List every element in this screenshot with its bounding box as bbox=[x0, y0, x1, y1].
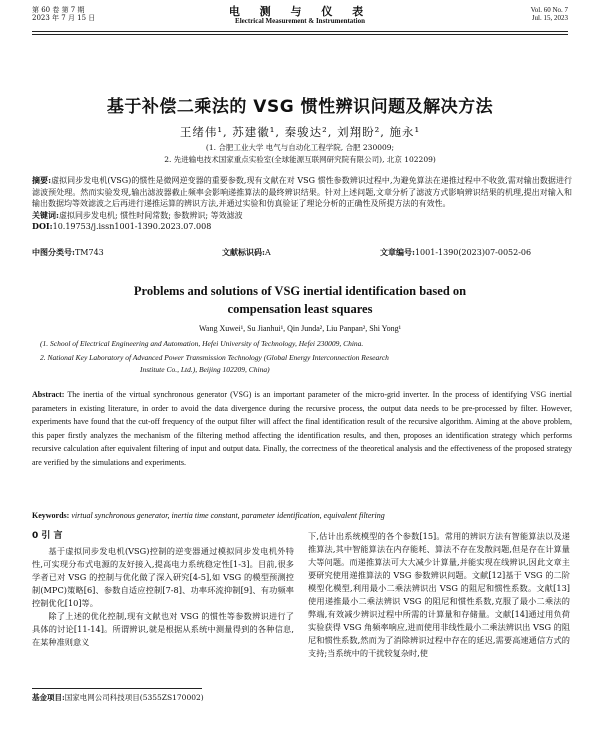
clc-field bbox=[32, 247, 104, 258]
doi-value[interactable]: 10.19753/j.issn1001-1390.2023.07.008 bbox=[52, 222, 212, 231]
doc-code-field bbox=[222, 247, 271, 258]
paper-title-cn: 基于补偿二乘法的 VSG 惯性辨识问题及解决方法 bbox=[106, 97, 494, 117]
keywords-en-text: virtual synchronous generator, inertia time constant, parameter identification, equivalent filtering bbox=[71, 511, 385, 520]
affiliation-en-1: (1. School of Electrical Engineering and Automation, Hefei University of Technology, Hefei 230009, China. bbox=[40, 339, 364, 348]
affiliation-en-2: 2. National Key Laboratory of Advanced Power Transmission Technology (Global Energy Interconnection Research bbox=[40, 353, 389, 362]
keywords-en-label: Keywords: bbox=[32, 511, 70, 520]
article-no-field bbox=[380, 247, 531, 258]
doi-line bbox=[32, 221, 572, 233]
authors-en: Wang Xuwei¹, Su Jianhui¹, Qin Junda², Liu Panpan², Shi Yong¹ bbox=[198, 324, 401, 333]
body-paragraph-3: 下,估计出系统模型的各个参数[15]。常用的辨识方法有智能算法以及递推算法,其中智能算法在内存能耗、算法不存在发散问题,但是存在计算量大等问题。而递推算法可大大减少计算量,并能实现在线辨识,因此文章主要研究使用递推算法的 VSG 参数辨识问题。文献[12]基于 VSG 的二阶模型化模型,利用最小二乘法辨识出 VSG 的阻尼和惯性系数。文献[13]使用递推最小二乘法辨识 VSG 的阻尼和惯性系数,克服了最小二乘法的弊端,有效减少辨识过程中所需的计算量和存储量。文献[14]通过用负荷实验获得 VSG 角频率响应,进而使用非线性最小二乘法辨识出 VSG 的阻尼和惯性系数,然而为了消除辨识过程中存在的延迟,需要高速通信方式的支持;当系统中的干扰较复杂时,使 bbox=[308, 531, 571, 658]
doi-label: DOI: bbox=[32, 221, 53, 231]
funding-footnote bbox=[32, 692, 294, 703]
affiliation-en-3: Institute Co., Ltd.), Beijing 102209, China) bbox=[140, 365, 270, 374]
affiliation-cn-1: (1. 合肥工业大学 电气与自动化工程学院, 合肥 230009; bbox=[205, 143, 395, 152]
volume-issue: 第 60 卷 第 7 期 bbox=[32, 6, 85, 14]
keywords-cn-text: 虚拟同步发电机; 惯性时间常数; 参数辨识; 等效滤波 bbox=[58, 210, 243, 220]
journal-name-en: Electrical Measurement & Instrumentation bbox=[235, 17, 365, 25]
abstract-en-label: Abstract: bbox=[32, 390, 65, 399]
doc-code-value: A bbox=[264, 248, 271, 257]
body-column-left bbox=[32, 530, 294, 649]
paper-title-en bbox=[0, 282, 600, 318]
body-paragraph-1: 基于虚拟同步发电机(VSG)控制的逆变器通过模拟同步发电机外特性,可实现分布式电源的友好接入,提高电力系统稳定性[1-3]。目前,很多学者已对 VSG 的控制与优化做了深入研究[4-5],如 VSG 的模型预测控制(MPC)策略[6]、参数自适应控制[7-8]、功率环流抑制[9]、有功频率控制优化[10]等。 bbox=[32, 546, 294, 608]
header-rule-thin bbox=[32, 34, 568, 35]
article-no-label: 文章编号: bbox=[380, 247, 415, 257]
section-heading-introduction: 0 引 言 bbox=[32, 531, 63, 541]
doc-code-label: 文献标识码: bbox=[222, 247, 265, 257]
keywords-en bbox=[32, 511, 572, 520]
abstract-cn-text: 虚拟同步发电机(VSG)的惯性是微网逆变器的重要参数,现有文献在对 VSG 惯性参数辨识过程中,为避免算法在递推过程中不收敛,需对输出数据进行滤波预处理。然而实验发现,输出滤波器截止频率会影响递推算法的最终辨识结果。针对上述问题,文章分析了滤波方式影响辨识结果的机理,提出对输入和输出数据均等效滤波之后再进行递推运算的辨识方法,并通过实验和仿真验证了理论分析的正确性及所提方法的有效性。 bbox=[32, 176, 573, 208]
abstract-en bbox=[32, 388, 572, 469]
authors-cn: 王绪伟¹, 苏建徽¹, 秦骏达², 刘翔盼², 施永¹ bbox=[179, 125, 421, 139]
keywords-cn bbox=[32, 210, 572, 222]
classification-row bbox=[32, 247, 572, 259]
body-paragraph-2: 除了上述的优化控制,现有文献也对 VSG 的惯性等参数辨识进行了具体的讨论[11-14]。所谓辨识,就是根据从系统中测量得到的各种信息,在某种准则意义 bbox=[32, 611, 294, 647]
body-column-right bbox=[308, 530, 570, 660]
issue-date-en: Jul. 15, 2023 bbox=[531, 14, 568, 22]
article-no-value: 1001-1390(2023)07-0052-06 bbox=[414, 248, 532, 257]
fund-label: 基金项目: bbox=[32, 693, 65, 702]
volume-issue-en: Vol. 60 No. 7 bbox=[530, 6, 568, 14]
running-header bbox=[32, 6, 568, 30]
footnote-rule bbox=[32, 688, 202, 689]
abstract-cn-label: 摘要: bbox=[32, 175, 52, 185]
issue-info-en bbox=[531, 6, 568, 22]
title-en-line-2: compensation least squares bbox=[227, 302, 373, 316]
abstract-cn-block bbox=[32, 175, 572, 233]
clc-label: 中图分类号: bbox=[32, 247, 75, 257]
title-en-line-1: Problems and solutions of VSG inertial identification based on bbox=[133, 284, 467, 298]
fund-text: 国家电网公司科技项目(5355ZS170002) bbox=[64, 693, 204, 702]
journal-name-cn: 电 测 与 仪 表 bbox=[228, 5, 372, 18]
clc-value: TM743 bbox=[74, 248, 104, 257]
issue-date: 2023 年 7 月 15 日 bbox=[32, 14, 96, 22]
abstract-cn bbox=[32, 175, 572, 210]
keywords-cn-label: 关键词: bbox=[32, 209, 59, 220]
journal-name bbox=[32, 6, 568, 25]
abstract-en-text: The inertia of the virtual synchronous generator (VSG) is an important parameter of the micro-grid inverter. In the process of identifying VSG inertial parameters in existing literature, in order to avoid the data divergence during the recursive process, the output data needs to be pre-processed by filter. However, experiments have found that the cut-off frequency of the output filter will affect the final identification result of the recursive algorithm. Aiming at the above problem, this paper firstly analyzes the mechanism of the filtering method affecting the identification results, and then, proposes an identification strategy which performs recursive calculation after equivalent filtering of input and output data. Finally, the correctness of the theoretical analysis and the effectiveness of the proposed strategy are verified by the simulations and experiments. bbox=[32, 390, 573, 467]
affiliation-cn-2: 2. 先进输电技术国家重点实验室(全球能源互联网研究院有限公司), 北京 102209) bbox=[164, 155, 436, 164]
header-rule bbox=[32, 31, 568, 32]
